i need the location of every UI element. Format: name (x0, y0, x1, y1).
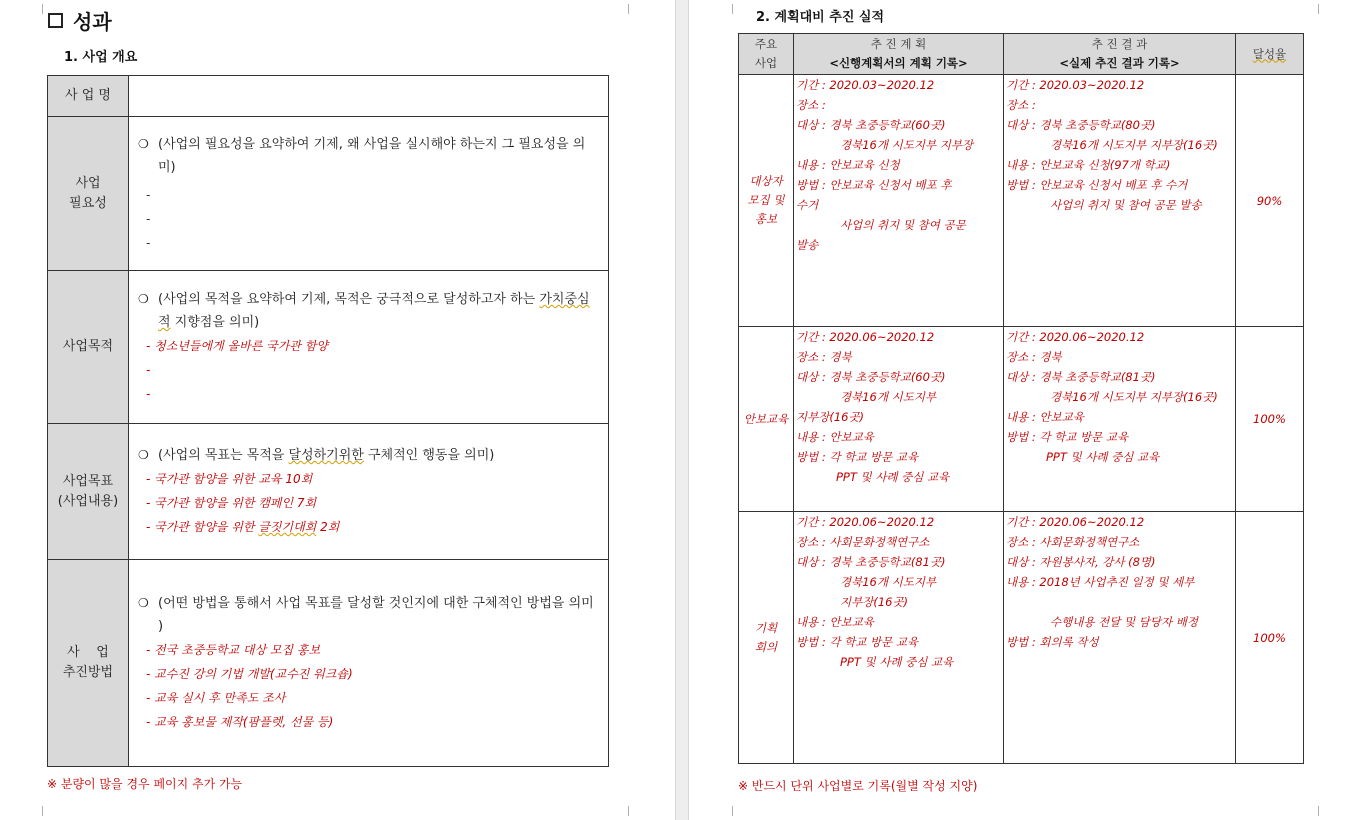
plan-line: 방법 : 안보교육 신청서 배포 후 (796, 178, 952, 192)
plan-line: 경북16개 시도지부 (840, 575, 937, 589)
plan-line: 내용 : 안보교육 (796, 615, 874, 629)
header-main-project (739, 34, 794, 75)
result-line: 경북16개 시도지부 지부장(16곳) (1050, 390, 1218, 404)
result-line: 기간 : 2020.03~2020.12 (1006, 78, 1145, 92)
bullet-text: (사업의 목적을 요약하여 기제, 목적은 궁극적으로 달성하고자 하는 가치중심적 지향점을 의미) (158, 292, 590, 330)
result-line: 내용 : 안보교육 (1006, 410, 1084, 424)
table-row (48, 424, 609, 560)
section-title-text: 성과 (73, 10, 112, 34)
performance-table (738, 33, 1304, 764)
plan-line: PPT 및 사례 중심 교육 (836, 470, 950, 484)
bullet-item (138, 288, 600, 334)
list-item: - 국가관 함양을 위한 캠페인 7회 (146, 496, 317, 510)
plan-line: 내용 : 안보교육 (796, 430, 874, 444)
footnote: ※ 반드시 단위 사업별로 기록(월별 작성 지양) (738, 779, 978, 793)
label-line: 추진방법 (62, 665, 114, 680)
crop-mark (1318, 806, 1333, 816)
result-line: 경북16개 시도지부 지부장(16곳) (1050, 138, 1218, 152)
circle-bullet-icon: ❍ (138, 448, 149, 462)
result-line: 내용 : 2018년 사업추진 일정 및 세부 (1006, 575, 1195, 589)
crop-mark (628, 806, 643, 816)
result-line: 장소 : 사회문화정책연구소 (1006, 535, 1140, 549)
table-row (739, 512, 1304, 764)
table-row (48, 560, 609, 767)
result-cell (1004, 75, 1236, 327)
header-line: 사업 (754, 56, 778, 70)
list-item: - 국가관 함양을 위한 글짓기대회 2회 (146, 520, 340, 534)
table-row (739, 75, 1304, 327)
name-line: 회의 (754, 639, 778, 654)
plan-cell (794, 512, 1004, 764)
bullet-item (138, 133, 600, 179)
result-line: PPT 및 사례 중심 교육 (1046, 450, 1160, 464)
name-line: 모집 및 (747, 193, 785, 207)
result-line: 사업의 취지 및 참여 공문 발송 (1050, 198, 1202, 212)
result-line: 대상 : 자원봉사자, 강사 (8명) (1006, 555, 1156, 569)
list-item: - (146, 363, 151, 377)
bullet-text: (사업의 목표는 목적을 달성하기위한 구체적인 행동을 의미) (158, 448, 495, 463)
name-line: 기획 (754, 620, 778, 635)
header-result: 추 진 결 과 <실제 추진 결과 기록> (1004, 34, 1236, 75)
plan-line: 대상 : 경북 초중등학교(60곳) (796, 370, 946, 384)
plan-line: 장소 : 경북 (796, 350, 852, 364)
crop-mark (28, 4, 43, 14)
result-line: 기간 : 2020.06~2020.12 (1006, 515, 1145, 529)
table-row (48, 76, 609, 117)
row-label (48, 424, 129, 560)
list-item: - 청소년들에게 올바른 국가관 함양 (146, 339, 328, 353)
plan-cell (794, 327, 1004, 512)
crop-mark (1318, 4, 1333, 14)
list-item: - (146, 387, 151, 401)
table-header-row (739, 34, 1304, 75)
bullet-item (138, 444, 600, 467)
bullet-item (138, 592, 600, 638)
row-body (129, 424, 609, 560)
list-item: - (146, 211, 151, 226)
list-item: - 국가관 함양을 위한 교육 10회 (146, 472, 313, 486)
result-line: 방법 : 각 학교 방문 교육 (1006, 430, 1129, 444)
plan-line: 내용 : 안보교육 신청 (796, 158, 900, 172)
result-cell (1004, 512, 1236, 764)
achievement-rate: 100% (1236, 327, 1304, 512)
row-body (129, 271, 609, 424)
row-body (129, 117, 609, 271)
plan-line: 대상 : 경북 초중등학교(60곳) (796, 118, 946, 132)
plan-line: 발송 (796, 238, 819, 252)
plan-line: 방법 : 각 학교 방문 교육 (796, 450, 919, 464)
header-line: 주요 (754, 37, 778, 51)
section-title (48, 6, 112, 35)
header-plan: 추 진 계 획 <신행계획서의 계획 기록> (794, 34, 1004, 75)
plan-line: 경북16개 시도지부 지부장 (840, 138, 974, 152)
row-body (129, 560, 609, 767)
result-line: 대상 : 경북 초중등학교(81곳) (1006, 370, 1156, 384)
crop-mark (628, 4, 643, 14)
plan-line: 기간 : 2020.03~2020.12 (796, 78, 935, 92)
row-label (48, 117, 129, 271)
label-line: 사업 (75, 175, 101, 191)
result-line (1006, 592, 1233, 612)
row-label (48, 560, 129, 767)
crop-mark (28, 806, 43, 816)
performance-subtitle: 2. 계획대비 추진 실적 (756, 10, 885, 25)
circle-bullet-icon: ❍ (138, 136, 149, 151)
result-line: 방법 : 안보교육 신청서 배포 후 수거 (1006, 178, 1188, 192)
project-name (739, 512, 794, 764)
plan-line: 지부장(16곳) (840, 595, 909, 609)
crop-mark (718, 806, 733, 816)
header-rate: 달성율 (1236, 34, 1304, 75)
achievement-rate: 90% (1236, 75, 1304, 327)
overview-subtitle: 1. 사업 개요 (64, 50, 138, 65)
label-line: 사업목표 (62, 473, 114, 489)
list-item: - (146, 235, 151, 250)
result-line: 장소 : (1006, 98, 1036, 112)
bullet-text: (어떤 방법을 통해서 사업 목표를 달성할 것인지에 대한 구체적인 방법을 의미 ) (158, 596, 594, 634)
plan-line: 수거 (796, 198, 819, 212)
label-line: (사업내용) (57, 493, 119, 509)
name-line: 대상자 (749, 174, 783, 188)
crop-mark (718, 4, 733, 14)
plan-line: 지부장(16곳) (796, 410, 865, 424)
table-row (48, 117, 609, 271)
result-line: 대상 : 경북 초중등학교(80곳) (1006, 118, 1156, 132)
plan-line: 대상 : 경북 초중등학교(81곳) (796, 555, 946, 569)
page-gutter (675, 0, 689, 820)
name-line: 홍보 (754, 212, 778, 226)
project-name: 안보교육 (739, 327, 794, 512)
result-cell (1004, 327, 1236, 512)
overview-table (47, 75, 609, 767)
plan-cell (794, 75, 1004, 327)
plan-line: 기간 : 2020.06~2020.12 (796, 330, 935, 344)
footnote: ※ 분량이 많을 경우 페이지 추가 가능 (47, 777, 243, 791)
circle-bullet-icon: ❍ (138, 596, 149, 610)
result-line: 내용 : 안보교육 신청(97개 학교) (1006, 158, 1171, 172)
plan-line: PPT 및 사례 중심 교육 (840, 655, 954, 669)
checkbox-square-icon (48, 13, 63, 28)
result-line: 수행내용 전달 및 담당자 배정 (1050, 615, 1198, 629)
circle-bullet-icon: ❍ (138, 292, 149, 306)
list-item: - 교육 홍보물 제작(팜플렛, 선물 등) (146, 715, 334, 729)
project-name-cell[interactable] (129, 76, 609, 117)
table-row (48, 271, 609, 424)
list-item: - 교수진 강의 기법 개발(교수진 워크숍) (146, 667, 353, 681)
table-row (739, 327, 1304, 512)
plan-line: 장소 : (796, 98, 826, 112)
row-label: 사 업 명 (48, 76, 129, 117)
list-item: - (146, 187, 151, 202)
plan-line: 경북16개 시도지부 (840, 390, 937, 404)
achievement-rate: 100% (1236, 512, 1304, 764)
project-name (739, 75, 794, 327)
label-line: 사 업 (67, 645, 109, 660)
label-line: 필요성 (69, 195, 107, 211)
plan-line: 방법 : 각 학교 방문 교육 (796, 635, 919, 649)
plan-line: 장소 : 사회문화정책연구소 (796, 535, 930, 549)
bullet-text: (사업의 필요성을 요약하여 기제, 왜 사업을 실시해야 하는지 그 필요성을 의미) (158, 136, 586, 175)
result-line: 방법 : 회의록 작성 (1006, 635, 1099, 649)
result-line: 기간 : 2020.06~2020.12 (1006, 330, 1145, 344)
list-item: - 전국 초중등학교 대상 모집 홍보 (146, 643, 321, 657)
plan-line: 기간 : 2020.06~2020.12 (796, 515, 935, 529)
list-item: - 교육 실시 후 만족도 조사 (146, 691, 286, 705)
plan-line: 사업의 취지 및 참여 공문 (840, 218, 966, 232)
row-label: 사업목적 (48, 271, 129, 424)
result-line: 장소 : 경북 (1006, 350, 1062, 364)
